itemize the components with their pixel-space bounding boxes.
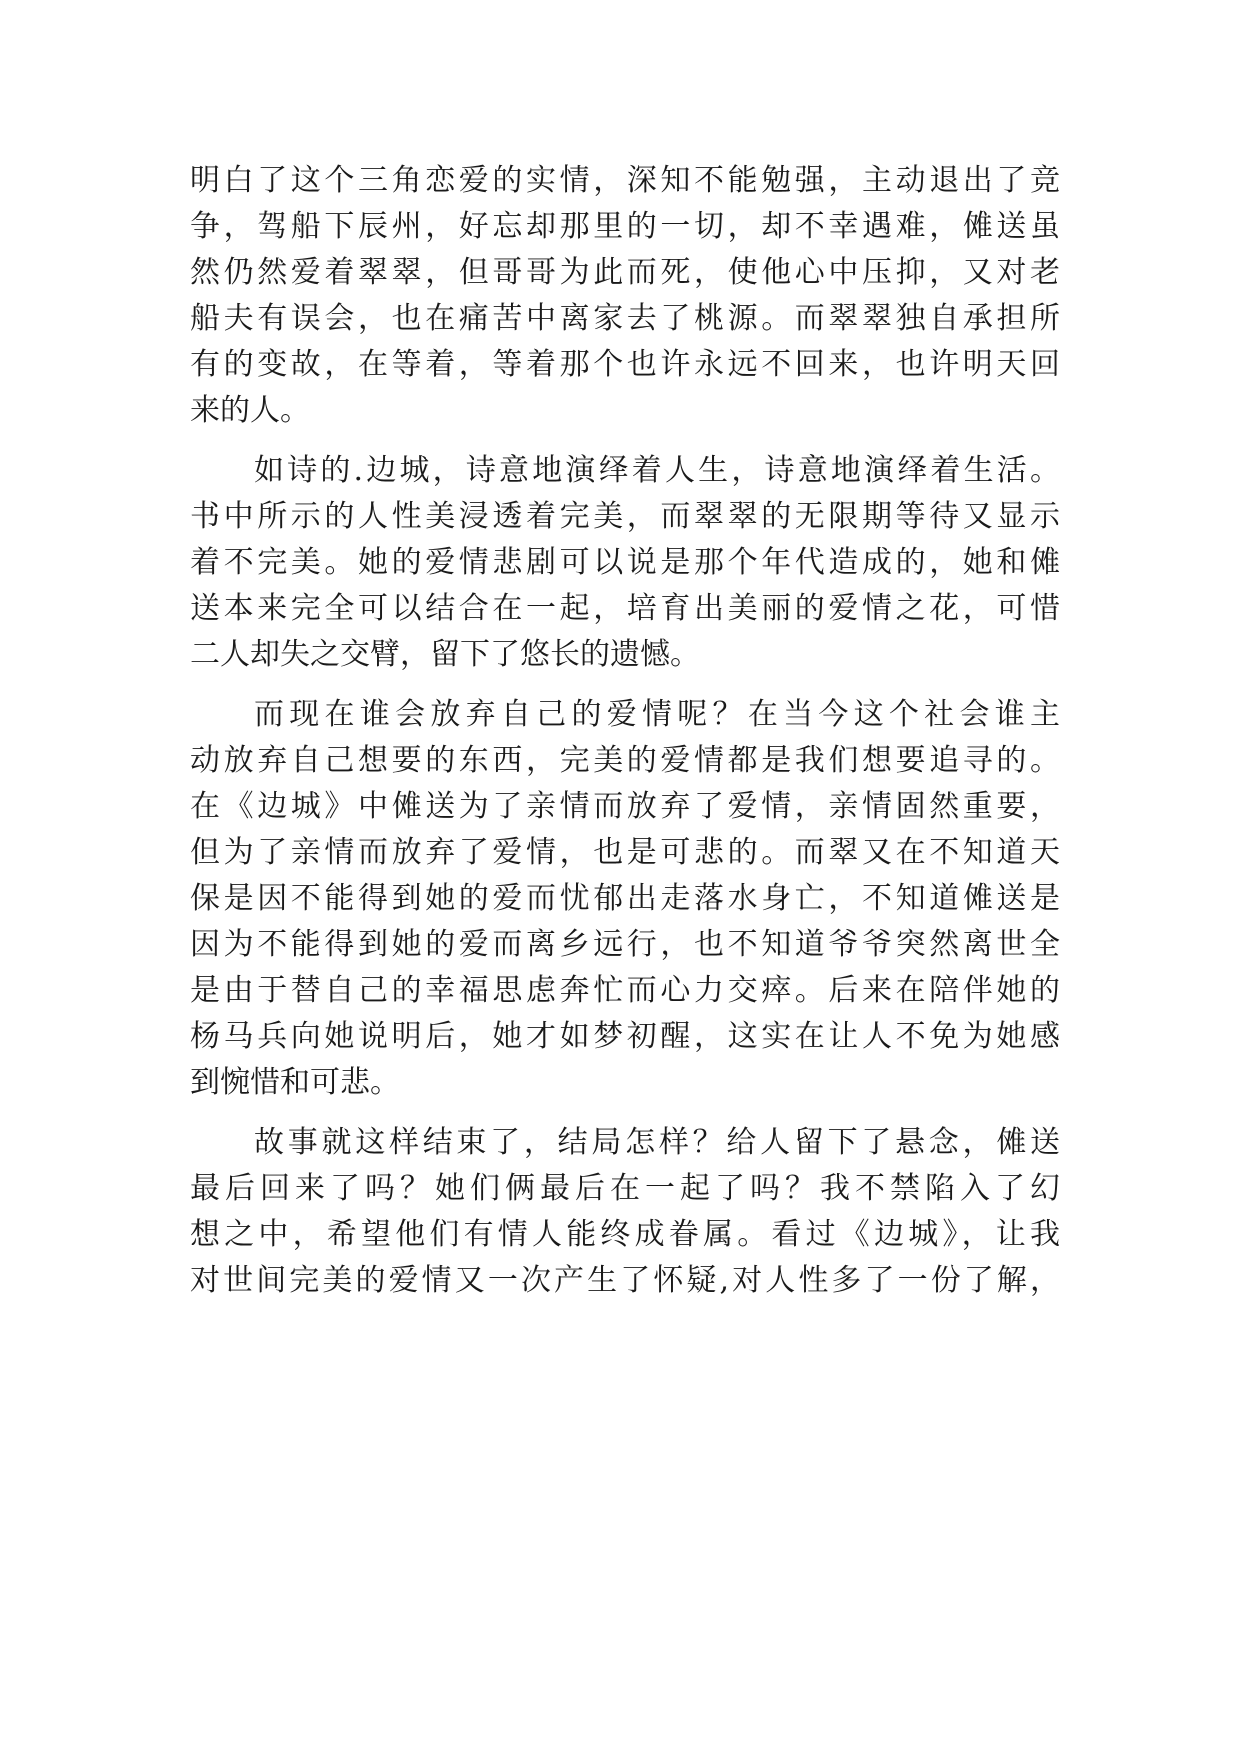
paragraph-2	[190, 448, 1060, 678]
text-line: 想之中，希望他们有情人能终成眷属。看过《边城》，让我	[190, 1217, 1060, 1252]
text-line: 然仍然爱着翠翠，但哥哥为此而死，使他心中压抑，又对老	[190, 255, 1060, 290]
text-line: 如诗的.边城，诗意地演绎着人生，诗意地演绎着生活。	[254, 453, 1060, 488]
text-line: 杨马兵向她说明后，她才如梦初醒，这实在让人不免为她感	[190, 1019, 1060, 1054]
text-line: 但为了亲情而放弃了爱情，也是可悲的。而翠又在不知道天	[190, 835, 1060, 870]
text-line: 保是因不能得到她的爱而忧郁出走落水身亡，不知道傩送是	[190, 881, 1060, 916]
text-line: 来的人。	[190, 393, 310, 428]
text-line: 书中所示的人性美浸透着完美，而翠翠的无限期等待又显示	[190, 499, 1060, 534]
text-line: 对世间完美的爱情又一次产生了怀疑,对人性多了一份了解，	[190, 1263, 1060, 1298]
text-line: 故事就这样结束了，结局怎样？给人留下了悬念，傩送	[254, 1125, 1060, 1160]
text-line: 是由于替自己的幸福思虑奔忙而心力交瘁。后来在陪伴她的	[190, 973, 1060, 1008]
text-line: 因为不能得到她的爱而离乡远行，也不知道爷爷突然离世全	[190, 927, 1060, 962]
text-line: 有的变故，在等着，等着那个也许永远不回来，也许明天回	[190, 347, 1060, 382]
paragraph-4	[190, 1120, 1060, 1304]
text-line: 送本来完全可以结合在一起，培育出美丽的爱情之花，可惜	[190, 591, 1060, 626]
text-line: 争，驾船下辰州，好忘却那里的一切，却不幸遇难，傩送虽	[190, 209, 1060, 244]
text-line: 而现在谁会放弃自己的爱情呢？在当今这个社会谁主	[254, 697, 1060, 732]
text-line: 到惋惜和可悲。	[190, 1065, 400, 1100]
text-line: 最后回来了吗？她们俩最后在一起了吗？我不禁陷入了幻	[190, 1171, 1060, 1206]
text-line: 着不完美。她的爱情悲剧可以说是那个年代造成的，她和傩	[190, 545, 1060, 580]
paragraph-3	[190, 692, 1060, 1106]
body-text	[190, 158, 1060, 1304]
text-line: 在《边城》中傩送为了亲情而放弃了爱情，亲情固然重要，	[190, 789, 1060, 824]
text-line: 船夫有误会，也在痛苦中离家去了桃源。而翠翠独自承担所	[190, 301, 1060, 336]
paragraph-1	[190, 158, 1060, 434]
text-line: 二人却失之交臂，留下了悠长的遗憾。	[190, 637, 700, 672]
text-line: 明白了这个三角恋爱的实情，深知不能勉强，主动退出了竞	[190, 163, 1060, 198]
text-line: 动放弃自己想要的东西，完美的爱情都是我们想要追寻的。	[190, 743, 1060, 778]
